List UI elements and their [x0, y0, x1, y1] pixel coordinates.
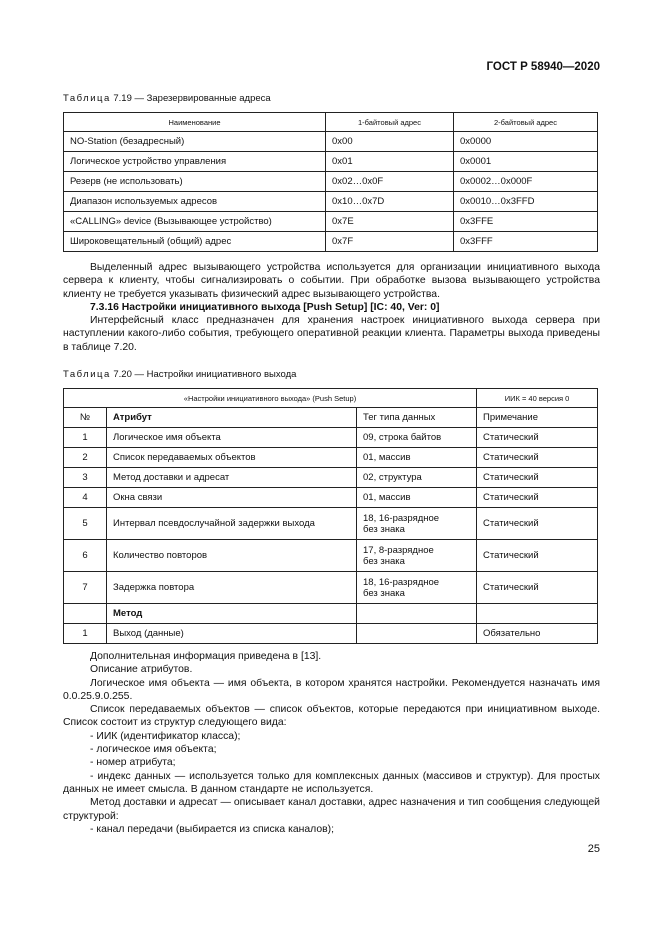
type-line: 17, 8-разрядное	[363, 544, 434, 556]
document-header: ГОСТ Р 58940—2020	[486, 61, 600, 73]
column-header: Тег типа данных	[357, 408, 477, 428]
table-cell: Статический	[477, 572, 598, 604]
table-cell: 1	[64, 624, 107, 644]
table-cell: 0x0010…0x3FFD	[454, 192, 598, 212]
table-cell	[477, 604, 598, 624]
table-row	[64, 624, 598, 644]
table-cell: 0x00	[326, 132, 454, 152]
section-text	[63, 650, 600, 836]
list-item: - номер атрибута;	[90, 757, 176, 769]
table-cell: 0x02…0x0F	[326, 172, 454, 192]
table-cell: Окна связи	[107, 488, 357, 508]
table-row	[64, 192, 598, 212]
table-cell: 7	[64, 572, 107, 604]
class-name-cell: «Настройки инициативного выхода» (Push Setup)	[64, 389, 477, 408]
section-heading: 7.3.16 Настройки инициативного выхода [Push Setup] [IC: 40, Ver: 0]	[90, 301, 440, 313]
type-line: без знака	[363, 555, 405, 567]
table-cell: 3	[64, 468, 107, 488]
table-cell: Резерв (не использовать)	[64, 172, 326, 192]
column-header: Атрибут	[107, 408, 357, 428]
table-row	[64, 572, 598, 604]
table-cell: Статический	[477, 540, 598, 572]
table-cell: 0x3FFF	[454, 232, 598, 252]
table-cell: 0x10…0x7D	[326, 192, 454, 212]
table-cell	[357, 604, 477, 624]
table-header-row	[64, 408, 598, 428]
list-item: - индекс данных — используется только для комплексных данных (массивов и структур). Для простых данных не имеет смысла. В данном стандарте не используется.	[63, 770, 600, 795]
table-cell: Логическое устройство управления	[64, 152, 326, 172]
table-cell: Статический	[477, 488, 598, 508]
table-cell: Диапазон используемых адресов	[64, 192, 326, 212]
table-cell: Логическое имя объекта	[107, 428, 357, 448]
table-cell: 0x0000	[454, 132, 598, 152]
table-cell: 0x0002…0x000F	[454, 172, 598, 192]
paragraph: Выделенный адрес вызывающего устройства используется для организации инициативного выхода сервера к клиенту, чтобы сигнализировать о событии. При обработке вызова вызывающего устройства клиенту не требуется указывать физический адрес вызывающего устройства.	[63, 262, 600, 300]
list-item: - логическое имя объекта;	[90, 744, 217, 756]
table-row	[64, 232, 598, 252]
type-line: без знака	[363, 523, 405, 535]
paragraph: Список передаваемых объектов — список объектов, которые передаются при инициативном выходе. Список состоит из структур следующего вида:	[63, 704, 600, 729]
column-header: 2-байтовый адрес	[454, 113, 598, 132]
table-cell: «CALLING» device (Вызывающее устройство)	[64, 212, 326, 232]
class-id-cell: ИИК = 40 версия 0	[477, 389, 598, 408]
paragraph: Метод доставки и адресат — описывает канал доставки, адрес назначения и тип сообщения следующей структурой:	[63, 797, 600, 822]
section-text	[63, 261, 600, 354]
caption-word: Таблица	[63, 93, 111, 104]
table-cell: 2	[64, 448, 107, 468]
table-cell: Статический	[477, 468, 598, 488]
table-row	[64, 172, 598, 192]
type-line: 18, 16-разрядное	[363, 576, 440, 588]
table-cell: Интервал псевдослучайной задержки выхода	[107, 508, 357, 540]
table-cell	[357, 540, 477, 572]
push-setup-table	[63, 388, 598, 644]
reserved-addresses-table	[63, 112, 598, 252]
list-item: - канал передачи (выбирается из списка каналов);	[90, 823, 334, 835]
table-cell: Выход (данные)	[107, 624, 357, 644]
table-row	[64, 428, 598, 448]
caption-text: 7.20 — Настройки инициативного выхода	[110, 369, 297, 380]
paragraph: Дополнительная информация приведена в [13].	[90, 651, 322, 662]
table-cell	[357, 624, 477, 644]
table-cell: 0x7E	[326, 212, 454, 232]
table-title-row	[64, 389, 598, 408]
table-cell: 6	[64, 540, 107, 572]
method-header-row	[64, 604, 598, 624]
paragraph: Интерфейсный класс предназначен для хранения настроек инициативного выхода сервера при наступлении какого-либо события, требующего оперативной реакции клиента. Параметры выхода приведены в таблице 7.20.	[63, 315, 600, 353]
table-cell: 02, структура	[357, 468, 477, 488]
column-header: Примечание	[477, 408, 598, 428]
table-row	[64, 488, 598, 508]
table-cell: 01, массив	[357, 448, 477, 468]
type-line: без знака	[363, 587, 405, 599]
paragraph: Логическое имя объекта — имя объекта, в котором хранятся настройки. Рекомендуется назначать имя 0.0.25.9.0.255.	[63, 677, 600, 702]
table-row	[64, 152, 598, 172]
table-cell: 09, строка байтов	[357, 428, 477, 448]
table-row	[64, 212, 598, 232]
caption-text: 7.19 — Зарезервированные адреса	[110, 93, 271, 104]
table-row	[64, 468, 598, 488]
table-cell: 5	[64, 508, 107, 540]
table-cell: Широковещательный (общий) адрес	[64, 232, 326, 252]
table-cell: 01, массив	[357, 488, 477, 508]
table-cell: Обязательно	[477, 624, 598, 644]
paragraph: Описание атрибутов.	[90, 664, 193, 676]
table-cell: Список передаваемых объектов	[107, 448, 357, 468]
table-caption	[63, 93, 271, 104]
table-cell: Метод доставки и адресат	[107, 468, 357, 488]
column-header: №	[64, 408, 107, 428]
table-cell: 1	[64, 428, 107, 448]
table-row	[64, 508, 598, 540]
table-cell: Задержка повтора	[107, 572, 357, 604]
table-cell	[64, 604, 107, 624]
type-line: 18, 16-разрядное	[363, 512, 440, 524]
table-cell: 4	[64, 488, 107, 508]
table-cell: Статический	[477, 508, 598, 540]
table-row	[64, 132, 598, 152]
table-cell	[357, 572, 477, 604]
table-cell	[357, 508, 477, 540]
table-cell: NO-Station (безадресный)	[64, 132, 326, 152]
table-header-row	[64, 113, 598, 132]
table-row	[64, 448, 598, 468]
table-cell: Количество повторов	[107, 540, 357, 572]
column-header: 1-байтовый адрес	[326, 113, 454, 132]
column-header: Наименование	[64, 113, 326, 132]
list-item: - ИИК (идентификатор класса);	[90, 730, 241, 742]
table-caption	[63, 369, 296, 380]
page-number: 25	[587, 843, 600, 855]
method-header: Метод	[107, 604, 357, 624]
table-cell: 0x3FFE	[454, 212, 598, 232]
table-row	[64, 540, 598, 572]
table-cell: 0x7F	[326, 232, 454, 252]
caption-word: Таблица	[63, 369, 111, 380]
table-cell: Статический	[477, 448, 598, 468]
table-cell: 0x0001	[454, 152, 598, 172]
table-cell: 0x01	[326, 152, 454, 172]
table-cell: Статический	[477, 428, 598, 448]
